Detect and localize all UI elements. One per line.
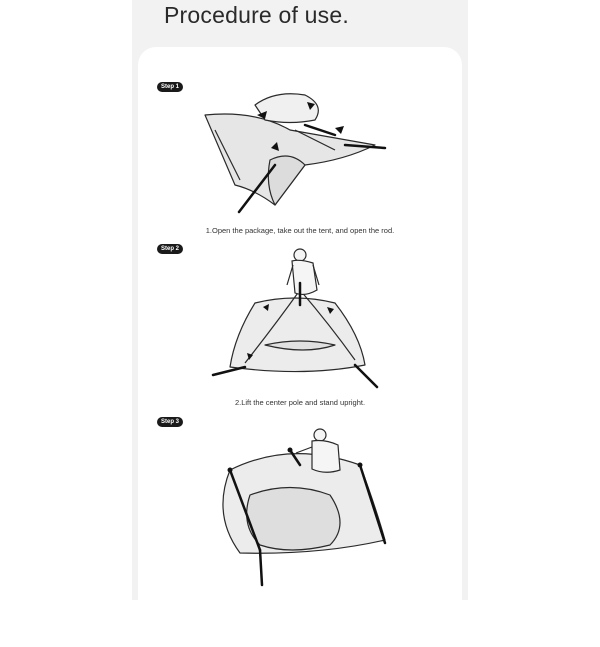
folded-tent-illustration (195, 90, 395, 220)
step-1-caption: 1.Open the package, take out the tent, and open the rod. (205, 226, 395, 235)
lifting-pole-illustration (205, 245, 385, 390)
step-3-badge: Step 3 (157, 417, 183, 427)
step-2-caption: 2.Lift the center pole and stand upright. (234, 398, 366, 407)
expanding-tent-illustration (200, 425, 395, 590)
page-title: Procedure of use. (164, 2, 349, 28)
step-2-badge: Step 2 (157, 244, 183, 254)
step-1-badge: Step 1 (157, 82, 183, 92)
